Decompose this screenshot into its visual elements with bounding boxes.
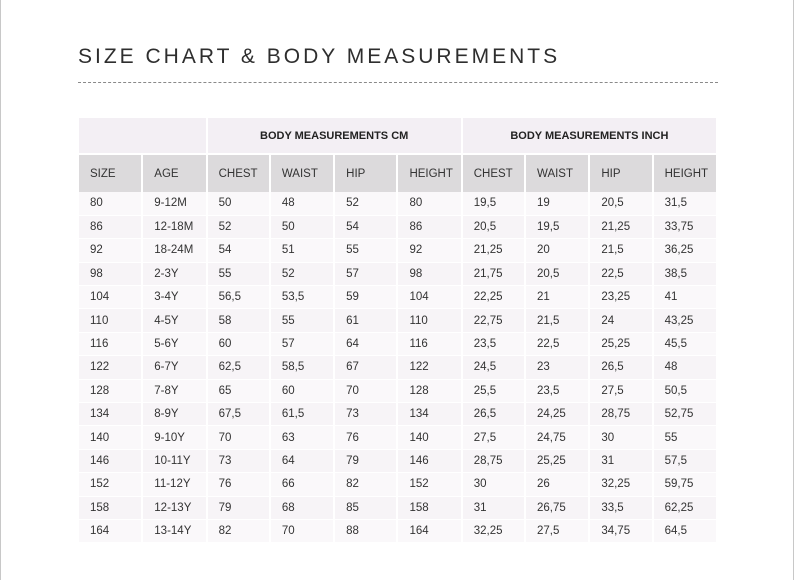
table-cell: 32,25	[589, 473, 652, 496]
table-cell: 21,75	[462, 262, 525, 285]
table-cell: 54	[207, 239, 270, 262]
column-header: HEIGHT	[397, 154, 461, 192]
table-cell: 98	[79, 262, 142, 285]
table-row	[79, 379, 717, 402]
table-cell: 55	[270, 309, 334, 332]
table-cell: 30	[462, 473, 525, 496]
table-cell: 73	[207, 449, 270, 472]
table-cell: 122	[79, 356, 142, 379]
table-cell: 164	[397, 519, 461, 542]
table-cell: 140	[397, 426, 461, 449]
table-cell: 76	[207, 473, 270, 496]
table-row	[79, 449, 717, 472]
table-cell: 10-11Y	[142, 449, 206, 472]
table-cell: 92	[397, 239, 461, 262]
table-cell: 6-7Y	[142, 356, 206, 379]
table-cell: 48	[270, 192, 334, 215]
table-cell: 57	[270, 332, 334, 355]
table-cell: 36,25	[653, 239, 717, 262]
table-cell: 26,75	[525, 496, 589, 519]
table-cell: 2-3Y	[142, 262, 206, 285]
table-cell: 64,5	[653, 519, 717, 542]
table-row	[79, 286, 717, 309]
column-header: AGE	[142, 154, 206, 192]
table-cell: 21,25	[589, 215, 652, 238]
table-cell: 38,5	[653, 262, 717, 285]
table-cell: 51	[270, 239, 334, 262]
table-cell: 85	[334, 496, 397, 519]
table-cell: 110	[397, 309, 461, 332]
table-cell: 52	[270, 262, 334, 285]
table-cell: 55	[334, 239, 397, 262]
table-cell: 140	[79, 426, 142, 449]
table-cell: 26,5	[589, 356, 652, 379]
table-cell: 50,5	[653, 379, 717, 402]
table-cell: 65	[207, 379, 270, 402]
table-cell: 31,5	[653, 192, 717, 215]
table-cell: 4-5Y	[142, 309, 206, 332]
table-cell: 24	[589, 309, 652, 332]
table-cell: 24,75	[525, 426, 589, 449]
table-cell: 134	[79, 403, 142, 426]
column-header: WAIST	[270, 154, 334, 192]
table-cell: 55	[653, 426, 717, 449]
table-cell: 33,75	[653, 215, 717, 238]
table-cell: 62,25	[653, 496, 717, 519]
table-cell: 63	[270, 426, 334, 449]
table-cell: 18-24M	[142, 239, 206, 262]
table-cell: 57,5	[653, 449, 717, 472]
column-header: HIP	[589, 154, 652, 192]
table-cell: 28,75	[462, 449, 525, 472]
table-cell: 67,5	[207, 403, 270, 426]
table-cell: 32,25	[462, 519, 525, 542]
table-cell: 98	[397, 262, 461, 285]
table-cell: 25,25	[589, 332, 652, 355]
column-header: WAIST	[525, 154, 589, 192]
table-cell: 66	[270, 473, 334, 496]
table-cell: 21,25	[462, 239, 525, 262]
table-cell: 158	[79, 496, 142, 519]
table-cell: 62,5	[207, 356, 270, 379]
table-cell: 22,5	[589, 262, 652, 285]
table-cell: 146	[79, 449, 142, 472]
table-cell: 26	[525, 473, 589, 496]
table-row	[79, 519, 717, 542]
page-title: SIZE CHART & BODY MEASUREMENTS	[78, 45, 561, 68]
table-cell: 30	[589, 426, 652, 449]
table-cell: 61,5	[270, 403, 334, 426]
table-cell: 104	[397, 286, 461, 309]
group-header-row	[79, 118, 717, 154]
table-cell: 86	[397, 215, 461, 238]
table-cell: 52	[207, 215, 270, 238]
table-cell: 128	[79, 379, 142, 402]
table-cell: 19	[525, 192, 589, 215]
table-cell: 24,5	[462, 356, 525, 379]
table-cell: 33,5	[589, 496, 652, 519]
table-cell: 54	[334, 215, 397, 238]
table-cell: 122	[397, 356, 461, 379]
table-cell: 52	[334, 192, 397, 215]
table-cell: 5-6Y	[142, 332, 206, 355]
table-cell: 12-18M	[142, 215, 206, 238]
table-cell: 21,5	[525, 309, 589, 332]
table-cell: 70	[270, 519, 334, 542]
table-cell: 152	[79, 473, 142, 496]
size-chart-table	[79, 118, 718, 543]
table-cell: 23	[525, 356, 589, 379]
table-cell: 53,5	[270, 286, 334, 309]
table-row	[79, 426, 717, 449]
table-cell: 57	[334, 262, 397, 285]
group-header-cm: BODY MEASUREMENTS CM	[207, 118, 462, 154]
table-row	[79, 403, 717, 426]
table-cell: 60	[270, 379, 334, 402]
table-cell: 43,25	[653, 309, 717, 332]
table-cell: 25,25	[525, 449, 589, 472]
table-cell: 59,75	[653, 473, 717, 496]
table-cell: 27,5	[589, 379, 652, 402]
table-cell: 27,5	[525, 519, 589, 542]
table-cell: 80	[79, 192, 142, 215]
table-cell: 104	[79, 286, 142, 309]
table-cell: 22,5	[525, 332, 589, 355]
table-cell: 12-13Y	[142, 496, 206, 519]
column-header: CHEST	[207, 154, 270, 192]
table-cell: 34,75	[589, 519, 652, 542]
table-cell: 152	[397, 473, 461, 496]
table-cell: 88	[334, 519, 397, 542]
table-cell: 67	[334, 356, 397, 379]
table-row	[79, 262, 717, 285]
table-cell: 64	[270, 449, 334, 472]
table-cell: 50	[270, 215, 334, 238]
group-header-blank	[79, 118, 207, 154]
table-cell: 20,5	[462, 215, 525, 238]
table-cell: 73	[334, 403, 397, 426]
table-row	[79, 496, 717, 519]
table-cell: 31	[589, 449, 652, 472]
table-cell: 19,5	[462, 192, 525, 215]
table-cell: 9-12M	[142, 192, 206, 215]
table-cell: 76	[334, 426, 397, 449]
table-cell: 26,5	[462, 403, 525, 426]
table-cell: 19,5	[525, 215, 589, 238]
table-cell: 20,5	[525, 262, 589, 285]
table-cell: 52,75	[653, 403, 717, 426]
table-cell: 27,5	[462, 426, 525, 449]
table-cell: 22,75	[462, 309, 525, 332]
table-cell: 116	[79, 332, 142, 355]
group-header-inch: BODY MEASUREMENTS INCH	[462, 118, 717, 154]
dashed-divider	[78, 82, 718, 83]
table-row	[79, 215, 717, 238]
table-cell: 55	[207, 262, 270, 285]
table-cell: 50	[207, 192, 270, 215]
table-cell: 45,5	[653, 332, 717, 355]
table-cell: 79	[207, 496, 270, 519]
table-cell: 86	[79, 215, 142, 238]
table-cell: 59	[334, 286, 397, 309]
table-cell: 22,25	[462, 286, 525, 309]
column-header: HIP	[334, 154, 397, 192]
column-header-row	[79, 154, 717, 192]
table-cell: 25,5	[462, 379, 525, 402]
table-cell: 79	[334, 449, 397, 472]
table-cell: 56,5	[207, 286, 270, 309]
column-header: CHEST	[462, 154, 525, 192]
table-cell: 110	[79, 309, 142, 332]
table-cell: 21,5	[589, 239, 652, 262]
table-row	[79, 332, 717, 355]
table-cell: 28,75	[589, 403, 652, 426]
table-cell: 8-9Y	[142, 403, 206, 426]
table-row	[79, 192, 717, 215]
table-cell: 20	[525, 239, 589, 262]
table-cell: 68	[270, 496, 334, 519]
table-cell: 21	[525, 286, 589, 309]
table-cell: 23,25	[589, 286, 652, 309]
table-cell: 58,5	[270, 356, 334, 379]
table-cell: 92	[79, 239, 142, 262]
table-cell: 128	[397, 379, 461, 402]
table-row	[79, 473, 717, 496]
table-cell: 31	[462, 496, 525, 519]
table-cell: 11-12Y	[142, 473, 206, 496]
column-header: SIZE	[79, 154, 142, 192]
table-row	[79, 356, 717, 379]
column-header: HEIGHT	[653, 154, 717, 192]
table-cell: 13-14Y	[142, 519, 206, 542]
table-cell: 80	[397, 192, 461, 215]
table-cell: 70	[334, 379, 397, 402]
table-cell: 82	[334, 473, 397, 496]
table-cell: 41	[653, 286, 717, 309]
table-body	[79, 192, 717, 543]
table-cell: 23,5	[525, 379, 589, 402]
table-cell: 20,5	[589, 192, 652, 215]
table-cell: 24,25	[525, 403, 589, 426]
table-cell: 70	[207, 426, 270, 449]
table-cell: 48	[653, 356, 717, 379]
table-cell: 146	[397, 449, 461, 472]
table-cell: 116	[397, 332, 461, 355]
table-cell: 3-4Y	[142, 286, 206, 309]
table-cell: 61	[334, 309, 397, 332]
table-cell: 58	[207, 309, 270, 332]
table-cell: 64	[334, 332, 397, 355]
table-cell: 164	[79, 519, 142, 542]
table-cell: 134	[397, 403, 461, 426]
table-cell: 158	[397, 496, 461, 519]
table-cell: 23,5	[462, 332, 525, 355]
table-cell: 7-8Y	[142, 379, 206, 402]
table-cell: 82	[207, 519, 270, 542]
table-row	[79, 239, 717, 262]
table-row	[79, 309, 717, 332]
table-cell: 9-10Y	[142, 426, 206, 449]
table-cell: 60	[207, 332, 270, 355]
